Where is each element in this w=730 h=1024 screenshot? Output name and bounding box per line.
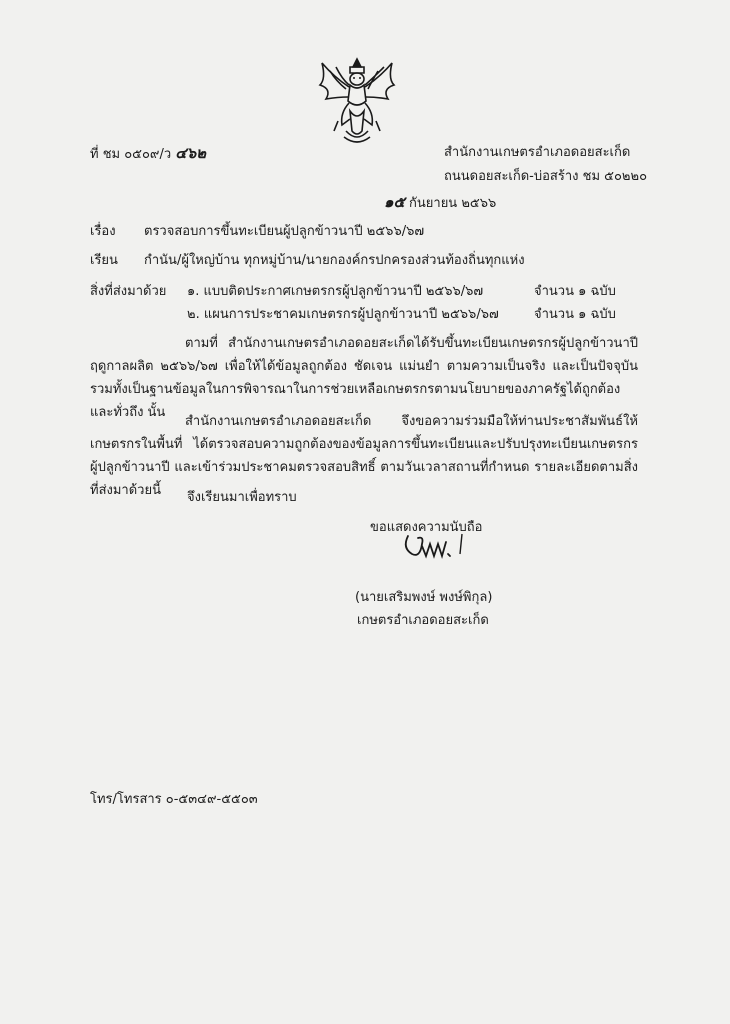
contact-phone: โทร/โทรสาร ๐-๕๓๔๙-๕๕๐๓ [90, 792, 258, 807]
regards-text: ขอแสดงความนับถือ [370, 520, 483, 535]
enclosure-qty: จำนวน ๑ ฉบับ [534, 284, 616, 299]
closing-request: จึงเรียนมาเพื่อทราบ [187, 490, 297, 505]
office-address: ถนนดอยสะเก็ด-บ่อสร้าง ชม ๕๐๒๒๐ [444, 169, 648, 184]
subject-text: ตรวจสอบการขึ้นทะเบียนผู้ปลูกข้าวนาปี ๒๕๖๖/๖๗ [144, 224, 425, 239]
office-name: สำนักงานเกษตรอำเภอดอยสะเก็ด [444, 145, 631, 160]
body-paragraph-2: สำนักงานเกษตรอำเภอดอยสะเก็ด จึงขอความร่วมมือให้ท่านประชาสัมพันธ์ให้เกษตรกรในพื้นที่ ได้ตรวจสอบความถูกต้องของข้อมูลการขึ้นทะเบียนและปรับปรุงทะเบียนเกษตรกรผู้ปลูกข้าวนาปี และเข้าร่วมประชาคมตรวจสอบสิทธิ์ ตามวันเวลาสถานที่กำหนด รายละเอียดตามสิ่งที่ส่งมาด้วยนี้ [90, 414, 638, 498]
enclosure-item: ๑. แบบติดประกาศเกษตรกรผู้ปลูกข้าวนาปี ๒๕๖๖/๖๗ [187, 284, 484, 299]
subject-label: เรื่อง [90, 224, 116, 239]
letter-date: ๑๕ กันยายน ๒๕๖๖ [384, 193, 497, 211]
signatory-name: (นายเสริมพงษ์ พงษ์พิกุล) [355, 590, 493, 605]
signatory-position: เกษตรอำเภอดอยสะเก็ด [357, 613, 489, 628]
enclosure-item: ๒. แผนการประชาคมเกษตรกรผู้ปลูกข้าวนาปี ๒๕๖๖/๖๗ [187, 307, 499, 322]
reference-number: ที่ ชม ๐๕๐๙/ว ๔๖๒ [90, 144, 207, 162]
handwritten-signature-icon [400, 530, 470, 562]
body-paragraph-1: ตามที่ สำนักงานเกษตรอำเภอดอยสะเก็ดได้รับขึ้นทะเบียนเกษตรกรผู้ปลูกข้าวนาปี ฤดูกาลผลิต ๒๕๖๖/๖๗ เพื่อให้ได้ข้อมูลถูกต้อง ชัดเจน แม่นยำ ตามความเป็นจริง และเป็นปัจจุบัน รวมทั้งเป็นฐานข้อมูลในการพิจารณาในการช่วยเหลือเกษตรกรตามนโยบายของภาครัฐได้ถูกต้องและทั่วถึง นั้น [90, 336, 638, 420]
garuda-emblem-icon [316, 55, 398, 147]
enclosures-label: สิ่งที่ส่งมาด้วย [90, 284, 167, 299]
reference-handwritten-number: ๔๖๒ [175, 144, 207, 162]
recipient-label: เรียน [90, 253, 118, 268]
enclosure-qty: จำนวน ๑ ฉบับ [534, 307, 616, 322]
recipient-text: กำนัน/ผู้ใหญ่บ้าน ทุกหมู่บ้าน/นายกองค์กรปกครองส่วนท้องถิ่นทุกแห่ง [144, 253, 525, 268]
date-day-handwritten: ๑๕ [384, 193, 405, 211]
